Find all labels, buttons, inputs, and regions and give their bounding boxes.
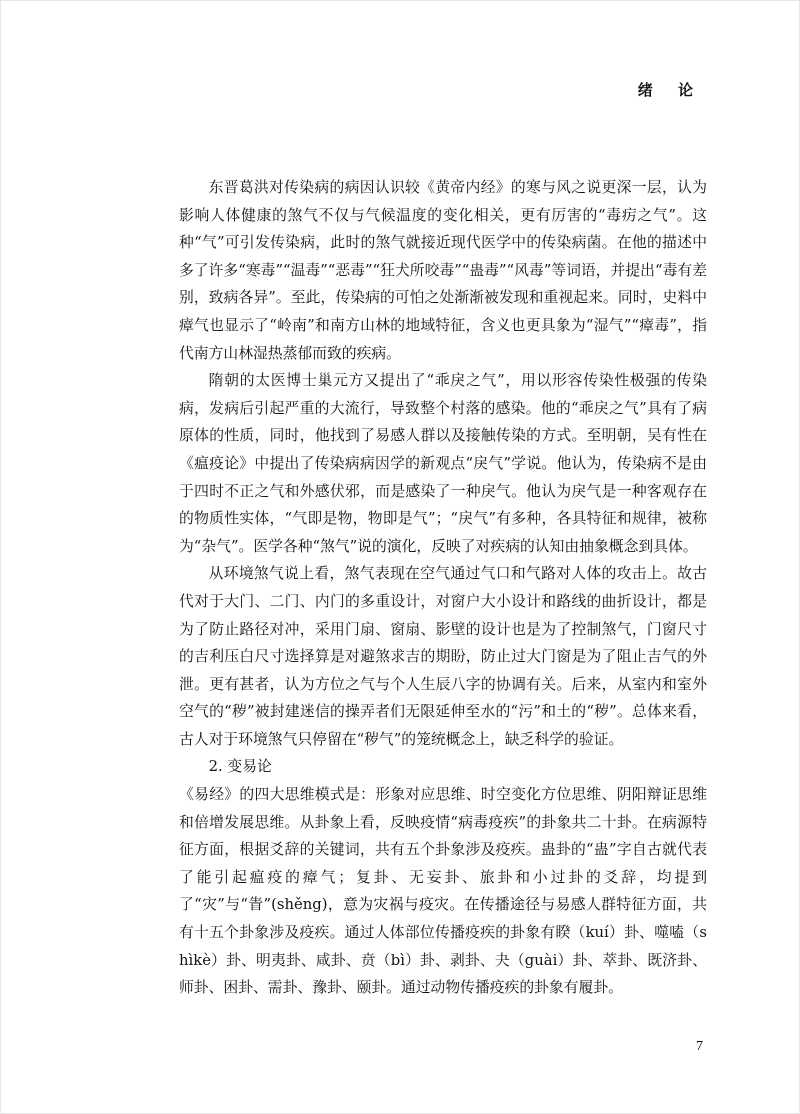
paragraph-chao-yuanfang: 隋朝的太医博士巢元方又提出了“乖戾之气”，用以形容传染性极强的传染病，发病后引起严重的大流行，导致整个村落的感染。他的“乖戾之气”具有了病原体的性质，同时，他找到了易感人群以及接触传染的方式。至明朝，吴有性在《瘟疫论》中提出了传染病病因学的新观点“戾气”学说。他认为，传染病不是由于四时不正之气和外感伏邪，而是感染了一种戾气。他认为戾气是一种客观存在的物质性实体，“气即是物，物即是气”；“戾气”有多种，各具特征和规律，被称为“杂气”。医学各种“煞气”说的演化，反映了对疾病的认知由抽象概念到具体。 xyxy=(179,372,707,555)
paragraph-ge-hong: 东晋葛洪对传染病的病因认识较《黄帝内经》的寒与风之说更深一层，认为影响人体健康的煞气不仅与气候温度的变化相关，更有厉害的“毒疠之气”。这种“气”可引发传染病，此时的煞气就接近现代医学中的传染病菌。在他的描述中多了许多“寒毒”“温毒”“恶毒”“狂犬所咬毒”“蛊毒”“风毒”等词语，并提出“毒有差别，致病各异”。至此，传染病的可怕之处渐渐被发现和重视起来。同时，史料中瘴气也显示了“岭南”和南方山林的地域特征，含义也更具象为“湿气”“瘴毒”，指代南方山林湿热蒸郁而致的疾病。 xyxy=(179,179,707,362)
section-heading-change-theory: 2. 变易论 xyxy=(208,758,272,776)
page-number: 7 xyxy=(696,1039,703,1054)
running-head-title: 绪 论 xyxy=(637,81,703,99)
paragraph-environment-qi: 从环境煞气说上看，煞气表现在空气通过气口和气路对人体的攻击上。故古代对于大门、二门、内门的多重设计，对窗户大小设计和路线的曲折设计，都是为了防止路径对冲，采用门扇、窗扇、影壁的设计也是为了控制煞气，门窗尺寸的吉利压白尺寸选择算是对避煞求吉的期盼，防止过大门窗是为了阻止吉气的外泄。更有甚者，认为方位之气与个人生辰八字的协调有关。后来，从室内和室外空气的“秽”被封建迷信的操弄者们无限延伸至水的“污”和土的“秽”。总体来看，古人对于环境煞气只停留在“秽气”的笼统概念上，缺乏科学的验证。 xyxy=(179,565,707,748)
paragraph-yijing: 《易经》的四大思维模式是：形象对应思维、时空变化方位思维、阴阳辩证思维和倍增发展思维。从卦象上看，反映疫情“病毒疫疾”的卦象共二十卦。在病源特征方面，根据爻辞的关键词，共有五个卦象涉及疫疾。蛊卦的“蛊”字自古就代表了能引起瘟疫的瘴气；复卦、无妄卦、旅卦和小过卦的爻辞，均提到了“灾”与“眚”(shěng)，意为灾祸与疫灾。在传播途径与易感人群特征方面，共有十五个卦象涉及疫疾。通过人体部位传播疫疾的卦象有睽（kuí）卦、噬嗑（shìkè）卦、明夷卦、咸卦、贲（bì）卦、剥卦、夬（guài）卦、萃卦、既济卦、师卦、困卦、需卦、豫卦、颐卦。通过动物传播疫疾的卦象有履卦。 xyxy=(179,786,707,997)
body-text xyxy=(179,174,707,1002)
